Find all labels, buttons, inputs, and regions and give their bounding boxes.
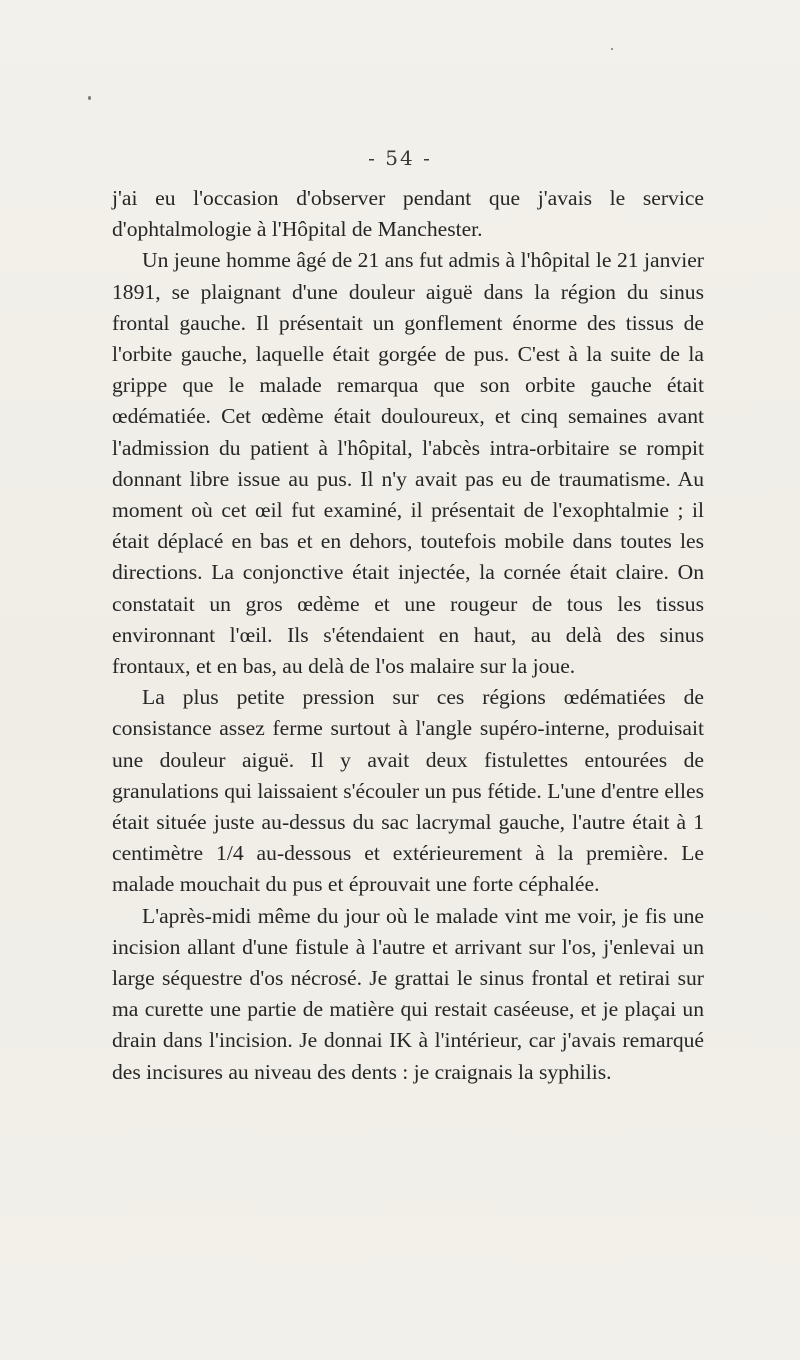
paragraph: j'ai eu l'occasion d'observer pendant que j'avais le service d'ophtalmologie à l'Hôpital de Manchester.	[112, 186, 704, 242]
page-number: - 54 -	[368, 146, 432, 170]
body-text	[112, 183, 704, 1088]
paragraph: Un jeune homme âgé de 21 ans fut admis à l'hôpital le 21 janvier 1891, se plaignant d'une douleur aiguë dans la région du sinus frontal gauche. Il présentait un gonflement énorme des tissus de l'orbite gauche, laquelle était gorgée de pus. C'est à la suite de la grippe que le malade remarqua que son orbite gauche était œdématiée. Cet œdème était douloureux, et cinq semaines avant l'admission du patient à l'hôpital, l'abcès intra-orbitaire se rompit donnant libre issue au pus. Il n'y avait pas eu de traumatisme. Au moment où cet œil fut examiné, il présentait de l'exophtalmie ; il était déplacé en bas et en dehors, toutefois mobile dans toutes les directions. La conjonctive était injectée, la cornée était claire. On constatait un gros œdème et une rougeur de tous les tissus environnant l'œil. Ils s'étendaient en haut, au delà des sinus frontaux, et en bas, au delà de l'os malaire sur la joue.	[112, 248, 704, 679]
paragraph: La plus petite pression sur ces régions œdématiées de consistance assez ferme surtout à l'angle supéro-interne, produisait une douleur aiguë. Il y avait deux fistulettes entourées de granulations qui laissaient s'écouler un pus fétide. L'une d'entre elles était située juste au-dessus du sac lacrymal gauche, l'autre était à 1 centimètre 1/4 au-dessous et extérieurement à la première. Le malade mouchait du pus et éprouvait une forte céphalée.	[112, 685, 704, 897]
ink-speck	[611, 48, 613, 50]
ink-speck	[88, 96, 91, 100]
paragraph: L'après-midi même du jour où le malade vint me voir, je fis une incision allant d'une fistule à l'autre et arrivant sur l'os, j'enlevai un large séquestre d'os nécrosé. Je grattai le sinus frontal et retirai sur ma curette une partie de matière qui restait caséeuse, et je plaçai un drain dans l'incision. Je donnai IK à l'intérieur, car j'avais remarqué des incisures au niveau des dents : je craignais la syphilis.	[112, 903, 704, 1084]
